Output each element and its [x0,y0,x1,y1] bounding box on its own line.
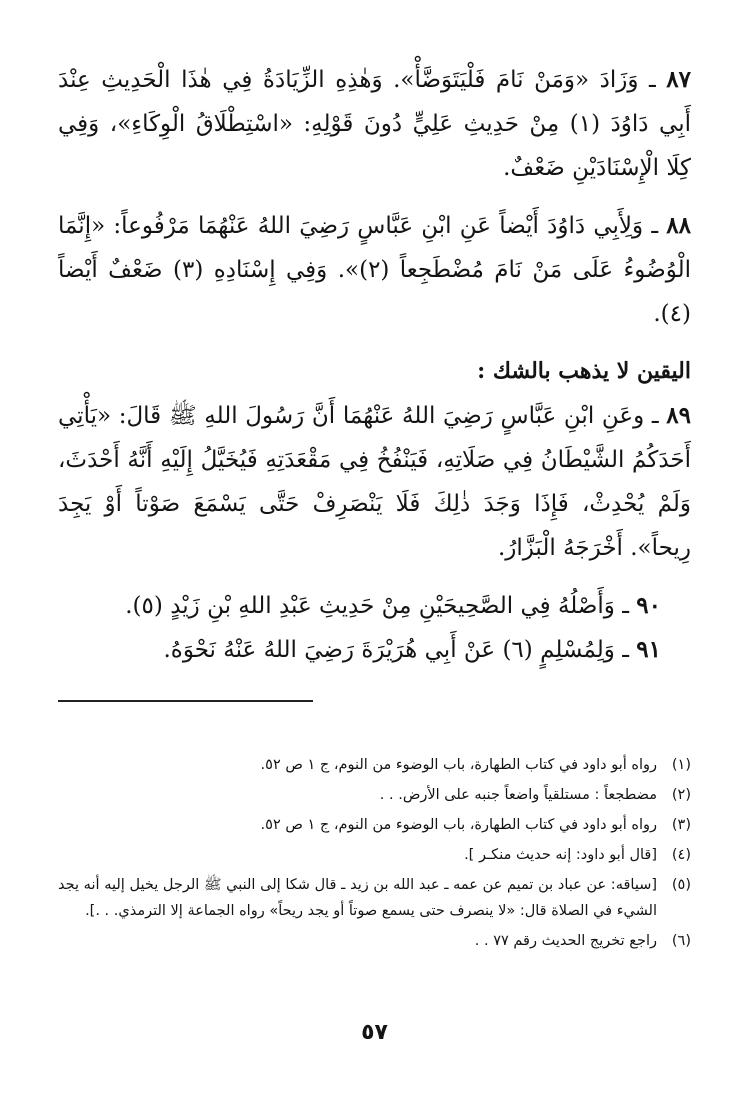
hadith-91 [58,628,691,672]
hadith-89 [58,394,691,570]
hadith-87 [58,58,691,190]
footnote [58,872,691,924]
footnote [58,842,691,868]
hadith-number: ٩١ [636,636,661,663]
footnote [58,752,691,778]
footnote [58,782,691,808]
footnote-number: (٣) [671,817,691,833]
footnote-number: (٤) [671,847,691,863]
hadith-number: ٨٨ [666,212,692,239]
main-text [58,58,691,672]
hadith-88 [58,204,691,336]
footnote-separator [58,700,313,702]
hadith-text: ـ وَزَادَ «وَمَنْ نَامَ فَلْيَتَوَضَّأْ». وَهٰذِهِ الزِّيَادَةُ فِي هٰذَا الْحَدِيثِ عِنْدَ أَبِي دَاوُدَ (١) مِنْ حَدِيثِ عَلِيٍّ دُونَ قَوْلِهِ: «اسْتِطْلَاقُ الْوِكَاءِ»، وَفِي كِلَا الْإِسْنَادَيْنِ ضَعْفٌ. [58,67,691,181]
hadith-90 [58,584,691,628]
hadith-text: ـ وَلِأَبِي دَاوُدَ أَيْضاً عَنِ ابْنِ عَبَّاسٍ رَضِيَ اللهُ عَنْهُمَا مَرْفُوعاً: «إِنَّمَا الْوُضُوءُ عَلَى مَنْ نَامَ مُضْطَجِعاً (٢)». وَفِي إِسْنَادِهِ (٣) ضَعْفٌ أَيْضاً (٤). [58,213,692,327]
hadith-text: ـ وَأَصْلُهُ فِي الصَّحِيحَيْنِ مِنْ حَدِيثِ عَبْدِ اللهِ بْنِ زَيْدٍ (٥). [125,593,629,619]
footnote [58,812,691,838]
footnote-text: [قال أبو داود: إنه حديث منكـر ]. [464,847,657,863]
footnote-number: (٢) [671,787,691,803]
hadith-text: ـ وعَنِ ابْنِ عَبَّاسٍ رَضِيَ اللهُ عَنْهُمَا أَنَّ رَسُولَ اللهِ ﷺ قَالَ: «يَأْتِي أَحَدَكُمُ الشَّيْطَانُ فِي صَلَاتِهِ، فَيَنْفُخُ فِي مَقْعَدَتِهِ فَيُخَيَّلُ إِلَيْهِ أَنَّهُ أَحْدَثَ، وَلَمْ يُحْدِثْ، فَإِذَا وَجَدَ ذٰلِكَ فَلَا يَنْصَرِفْ حَتَّى يَسْمَعَ صَوْتاً أَوْ يَجِدَ رِيحاً». أَخْرَجَهُ الْبَزَّارُ. [58,403,691,561]
footnote-number: (١) [671,757,691,773]
hadith-number: ٩٠ [636,592,661,619]
footnote-text: مضطجعاً : مستلقياً واضعاً جنبه على الأرض. . . [379,787,657,803]
footnote-text: [سياقه: عن عباد بن تميم عن عمه ـ عبد الله بن زيد ـ قال شكا إلى النبي ﷺ الرجل يخيل إليه أنه يجد الشيء في الصلاة قال: «لا ينصرف حتى يسمع صوتاً أو يجد ريحاً» رواه الجماعة إلا الترمذي. . .]. [58,877,657,919]
hadith-number: ٨٧ [666,66,691,93]
hadith-text: ـ وَلِمُسْلِمٍ (٦) عَنْ أَبِي هُرَيْرَةَ رَضِيَ اللهُ عَنْهُ نَحْوَهُ. [163,637,629,663]
hadith-number: ٨٩ [666,402,691,429]
footnote-number: (٦) [671,933,691,949]
footnote [58,928,691,954]
page-number: ٥٧ [361,1020,388,1045]
footnote-number: (٥) [671,877,691,893]
footnotes [58,752,691,958]
footnote-text: رواه أبو داود في كتاب الطهارة، باب الوضوء من النوم، ج ١ ص ٥٢. [260,817,657,833]
footnote-text: رواه أبو داود في كتاب الطهارة، باب الوضوء من النوم، ج ١ ص ٥٢. [260,757,657,773]
footnote-text: راجع تخريج الحديث رقم ٧٧ . . [474,933,657,949]
section-heading: اليقين لا يذهب بالشك : [477,358,691,384]
